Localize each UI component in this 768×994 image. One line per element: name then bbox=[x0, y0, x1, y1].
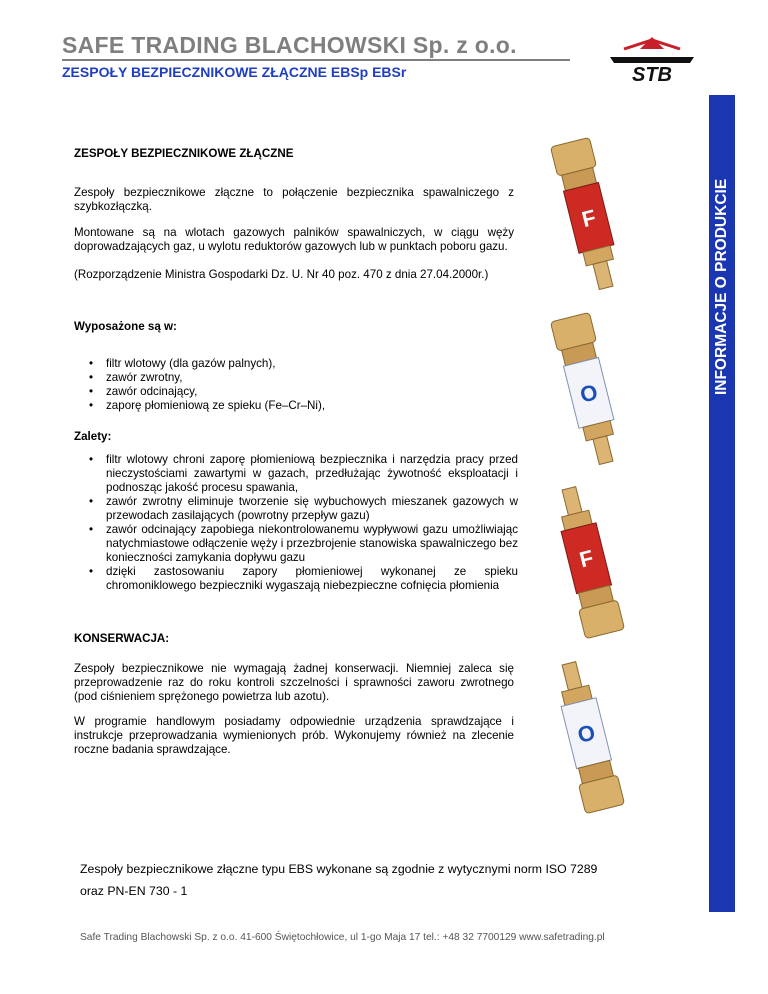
equipped-list bbox=[74, 357, 474, 413]
band-label: O bbox=[575, 719, 598, 748]
list-item: • filtr wlotowy chroni zaporę płomieniową bezpiecznika i narzędzia pracy przed nieczystościami zawartymi w gazach, przedłużając żywotność eksploatacji i podnosząc jakość procesu spawania, bbox=[74, 453, 518, 495]
advantages-heading: Zalety: bbox=[74, 430, 112, 443]
logo-text: STB bbox=[632, 64, 672, 85]
equipped-heading: Wyposażone są w: bbox=[74, 320, 177, 333]
list-item: • zawór zwrotny, bbox=[74, 371, 474, 385]
regulation-paragraph: (Rozporządzenie Ministra Gospodarki Dz. U. Nr 40 poz. 470 z dnia 27.04.2000r.) bbox=[74, 268, 489, 281]
stb-logo bbox=[602, 35, 702, 85]
product-image-3 bbox=[518, 480, 658, 650]
product-image-2 bbox=[518, 305, 658, 475]
list-item: • zawór odcinający zapobiega niekontrolowanemu wypływowi gazu umożliwiając natychmiastowe odłączenie węży i przezbrojenie stanowiska spawalniczego bez konieczności zamykania dopływu gazu bbox=[74, 523, 518, 565]
list-item: • filtr wlotowy (dla gazów palnych), bbox=[74, 357, 474, 371]
section-heading: ZESPOŁY BEZPIECZNIKOWE ZŁĄCZNE bbox=[74, 147, 294, 160]
list-item: • zaporę płomieniową ze spieku (Fe–Cr–Ni), bbox=[74, 399, 474, 413]
company-name: SAFE TRADING BLACHOWSKI Sp. z o.o. bbox=[62, 32, 517, 58]
maintenance-heading: KONSERWACJA: bbox=[74, 632, 170, 645]
band-label: O bbox=[577, 379, 601, 408]
mounting-paragraph: Montowane są na wlotach gazowych palników spawalniczych, w ciągu węży doprowadzających gaz, u wylotu reduktorów gazowych lub w punktach poboru gazu. bbox=[74, 226, 514, 253]
product-image-1 bbox=[518, 130, 658, 300]
standards-line-2: oraz PN-EN 730 - 1 bbox=[80, 884, 188, 898]
sidebar-label: INFORMACJE O PRODUKCIE bbox=[713, 178, 730, 395]
intro-paragraph: Zespoły bezpiecznikowe złączne to połączenie bezpiecznika spawalniczego z szybkozłączką. bbox=[74, 186, 514, 213]
page-subtitle: ZESPOŁY BEZPIECZNIKOWE ZŁĄCZNE EBSp EBSr bbox=[62, 64, 407, 80]
testing-paragraph: W programie handlowym posiadamy odpowiednie urządzenia sprawdzające i instrukcje przeprowadzania wymienionych prób. Wykonujemy również na zlecenie roczne badania sprawdzające. bbox=[74, 715, 514, 756]
list-item: • dzięki zastosowaniu zapory płomieniowej wykonanej ze spieku chromoniklowego bezpieczniki wygaszają niebezpieczne cofnięcia płomienia bbox=[74, 565, 518, 593]
list-item: • zawór zwrotny eliminuje tworzenie się wybuchowych mieszanek gazowych w przewodach zasilających (powrotny przepływ gazu) bbox=[74, 495, 518, 523]
maintenance-paragraph: Zespoły bezpiecznikowe nie wymagają żadnej konserwacji. Niemniej zaleca się przeprowadzenie raz do roku kontroli szczelności i sprawności zaworu zwrotnego (pod ciśnieniem sprężonego powietrza lub azotu). bbox=[74, 662, 514, 703]
list-item: • zawór odcinający, bbox=[74, 385, 474, 399]
standards-line-1: Zespoły bezpiecznikowe złączne typu EBS wykonane są zgodnie z wytycznymi norm ISO 7289 bbox=[80, 862, 598, 876]
standards-note bbox=[80, 858, 640, 902]
header-rule bbox=[62, 59, 570, 61]
page-footer: Safe Trading Blachowski Sp. z o.o. 41-600 Świętochłowice, ul 1-go Maja 17 tel.: +48 32 7700129 www.safetrading.pl bbox=[80, 932, 605, 943]
product-image-4 bbox=[518, 655, 658, 825]
band-label: F bbox=[576, 544, 596, 573]
sidebar-band bbox=[709, 95, 735, 912]
band-label: F bbox=[579, 204, 599, 233]
advantages-list bbox=[74, 453, 518, 593]
